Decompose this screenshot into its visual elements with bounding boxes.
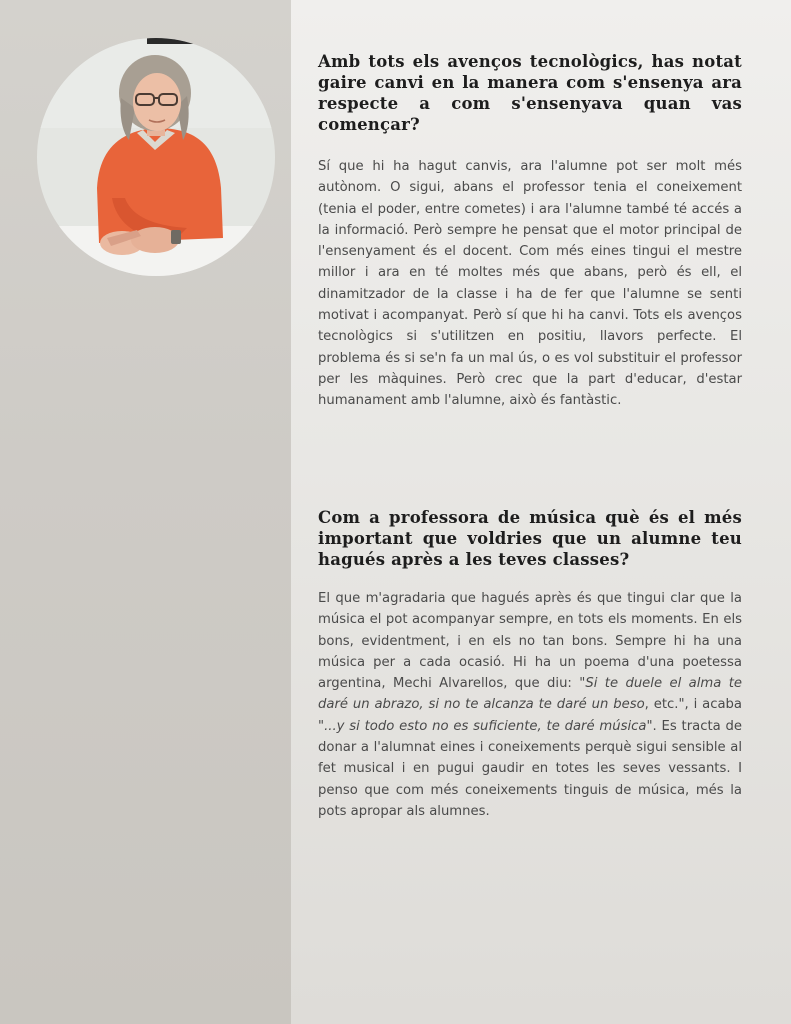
interviewee-photo: [37, 38, 275, 276]
answer-text: ". Es tracta de donar a l'alumnat eines i coneixements perquè sigui sensible al fet musical i en pugui gaudir en totes les seves vessants. I penso que com més coneixements tinguis de música, més la pots apropar als alumnes.: [318, 718, 742, 819]
answer-text: , etc.", i acaba ": [318, 697, 742, 734]
quoted-verse: ...y si todo esto no es suficiente, te daré música: [324, 718, 647, 734]
answer-paragraph-2: [318, 588, 742, 822]
answer-text: El que m'agradaria que hagués après és que tingui clar que la música el pot acompanyar sempre, en tots els moments. En els bons, evidentment, i en els no tan bons. Sempre hi ha una música per a cada ocasió. Hi ha un poema d'una poetessa argentina, Mechi Alvarellos, que diu: ": [318, 591, 742, 692]
answer-paragraph-1: Sí que hi ha hagut canvis, ara l'alumne pot ser molt més autònom. O sigui, abans el professor tenia el coneixement (tenia el poder, entre cometes) i ara l'alumne també té accés a la informació. Però sempre he pensat que el motor principal de l'ensenyament és el docent. Com més eines tingui el mestre millor i ara en té moltes més que abans, però és ell, el dinamitzador de la classe i ha de fer que l'alumne se senti motivat i acompanyat. Però sí que hi ha canvi. Tots els avenços tecnològics si s'utilitzen en positiu, llavors perfecte. El problema és si se'n fa un mal ús, o es vol substituir el professor per les màquines. Però crec que la part d'educar, d'estar humanament amb l'alumne, això és fantàstic.: [318, 159, 742, 409]
quoted-verse: Si te duele el alma te daré un abrazo, si no te alcanza te daré un beso: [318, 676, 742, 713]
question-heading-2: Com a professora de música què és el més important que voldries que un alumne teu hagués après a les teves classes?: [318, 508, 742, 569]
question-heading-1: Amb tots els avenços tecnològics, has notat gaire canvi en la manera com s'ensenya ara respecte a com s'ensenyava quan vas començar?: [318, 52, 742, 134]
